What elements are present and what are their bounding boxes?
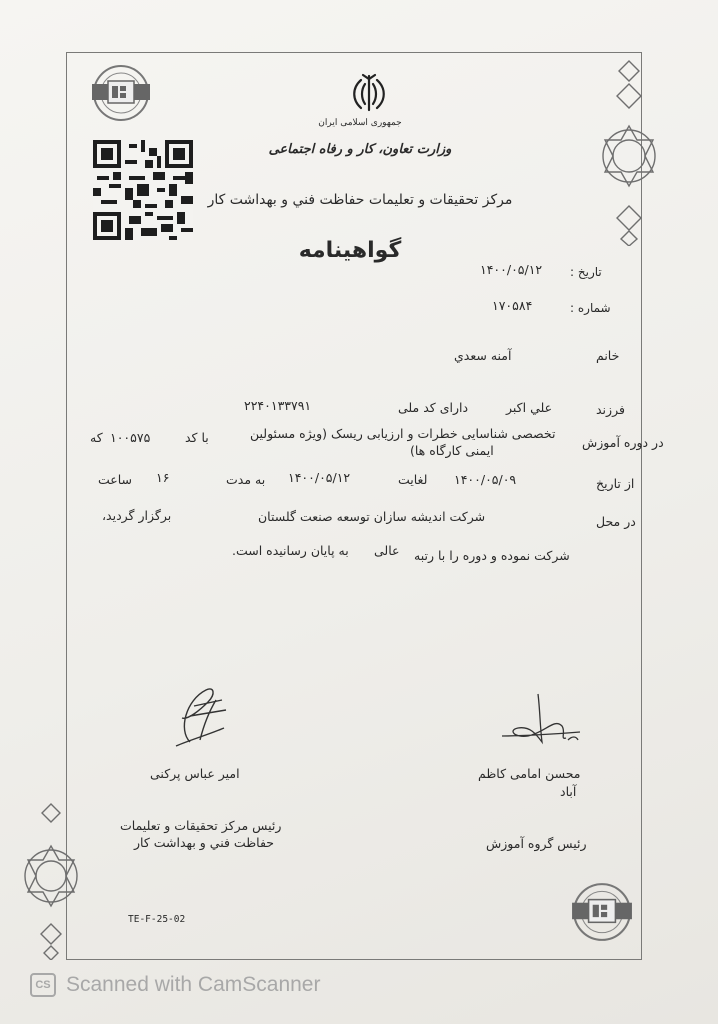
left-signature bbox=[160, 680, 240, 750]
course-name-line1: تخصصی شناسایی خطرات و ارزیابی ریسک (ویژه مسئولین bbox=[250, 426, 556, 441]
recipient-name: آمنه سعدي bbox=[454, 348, 512, 363]
ornament-icon bbox=[596, 56, 662, 246]
right-signer-name-2: آباد bbox=[560, 784, 577, 799]
camscanner-text: Scanned with CamScanner bbox=[66, 973, 321, 996]
left-signer-name: امیر عباس پرکنی bbox=[150, 766, 240, 781]
from-date-label: از تاریخ bbox=[596, 476, 635, 491]
to-label: لغایت bbox=[398, 472, 428, 487]
child-label: فرزند bbox=[596, 402, 625, 417]
ministry-name: وزارت تعاون، کار و رفاه اجتماعی bbox=[268, 142, 452, 157]
emblem-icon bbox=[346, 70, 392, 116]
participated-text: شرکت نموده و دوره را با رتبه bbox=[414, 548, 570, 563]
left-signer-title-1: رئیس مرکز تحقیقات و تعلیمات bbox=[120, 818, 282, 833]
rank-value: عالی bbox=[374, 543, 400, 558]
number-label: شماره : bbox=[570, 301, 611, 315]
form-code: TE-F-25-02 bbox=[128, 914, 186, 925]
hours-label: ساعت bbox=[98, 472, 133, 487]
camscanner-watermark bbox=[30, 970, 320, 1000]
place-name: شرکت اندیشه سازان توسعه صنعت گلستان bbox=[258, 509, 486, 524]
left-signer-title-2: حفاظت فني و بهداشت کار bbox=[134, 835, 274, 850]
course-label: در دوره آموزش bbox=[582, 435, 664, 450]
date-label: تاریخ : bbox=[570, 265, 602, 279]
camscanner-logo-icon: CS bbox=[30, 973, 56, 997]
title-label: خانم bbox=[596, 348, 620, 363]
country-name: جمهوری اسلامی ایران bbox=[318, 118, 402, 128]
course-code: ۱۰۰۵۷۵ bbox=[110, 430, 151, 445]
national-code-label: دارای کد ملی bbox=[398, 400, 469, 415]
national-code: ۲۲۴۰۱۳۳۷۹۱ bbox=[244, 398, 312, 413]
course-name-line2: ایمنی کارگاه ها) bbox=[410, 443, 494, 458]
ornament-icon bbox=[20, 800, 82, 960]
duration-label: به مدت bbox=[226, 472, 266, 487]
code-label: با کد bbox=[185, 430, 209, 445]
from-date: ۱۴۰۰/۰۵/۰۹ bbox=[454, 472, 517, 487]
right-signer-name-1: محسن امامی کاظم bbox=[478, 766, 581, 781]
to-date: ۱۴۰۰/۰۵/۱۲ bbox=[288, 470, 351, 485]
held-text: برگزار گردید، bbox=[102, 508, 172, 523]
quality-logo-icon bbox=[90, 62, 152, 124]
quality-logo-icon bbox=[570, 880, 634, 944]
qr-code-icon bbox=[93, 140, 193, 240]
number-value: ۱۷۰۵۸۴ bbox=[492, 298, 533, 313]
duration-value: ۱۶ bbox=[156, 470, 170, 485]
center-name: مرکز تحقیقات و تعلیمات حفاظت فني و بهداشت کار bbox=[207, 192, 513, 208]
certificate-title: گواهینامه bbox=[298, 238, 402, 263]
that-word: که bbox=[90, 430, 103, 445]
father-name: علي اكبر bbox=[506, 400, 553, 415]
place-label: در محل bbox=[596, 514, 636, 529]
date-value: ۱۴۰۰/۰۵/۱۲ bbox=[480, 262, 543, 277]
right-signer-title: رئیس گروه آموزش bbox=[486, 836, 587, 851]
right-signature bbox=[496, 690, 586, 752]
completed-text: به پایان رسانیده است. bbox=[232, 543, 349, 558]
